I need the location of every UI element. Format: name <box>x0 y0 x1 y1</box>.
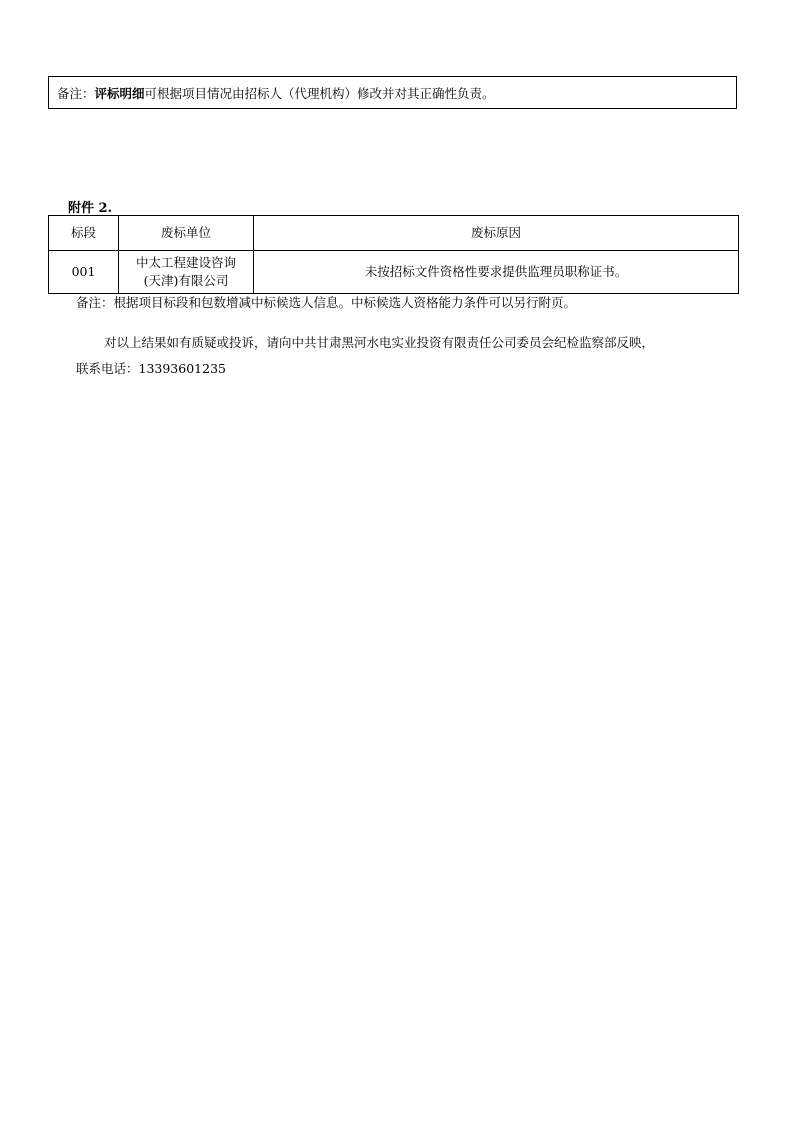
note-box <box>48 76 737 109</box>
table-remark: 备注：根据项目标段和包数增减中标候选人信息。中标候选人资格能力条件可以另行附页。 <box>76 295 577 310</box>
table-row <box>49 251 739 294</box>
header-reason: 废标原因 <box>254 216 739 251</box>
attachment-title: 附件 2. <box>68 201 113 216</box>
note-prefix: 备注： <box>57 85 95 101</box>
cell-section: 001 <box>49 251 119 294</box>
disqualified-bid-table <box>48 215 739 294</box>
header-unit: 废标单位 <box>119 216 254 251</box>
cell-unit-line2: (天津)有限公司 <box>143 273 229 288</box>
note-rest: 可根据项目情况由招标人（代理机构）修改并对其正确性负责。 <box>144 85 495 101</box>
contact-line-2: 联系电话：13393601235 <box>76 361 226 376</box>
table-header-row <box>49 216 739 251</box>
cell-reason: 未按招标文件资格性要求提供监理员职称证书。 <box>254 251 739 294</box>
cell-unit-line1: 中太工程建设咨询 <box>135 255 236 270</box>
note-bold-term: 评标明细 <box>94 85 145 101</box>
contact-line-1: 对以上结果如有质疑或投诉，请向中共甘肃黑河水电实业投资有限责任公司委员会纪检监察部反映， <box>104 335 655 350</box>
cell-unit <box>119 251 254 294</box>
header-section: 标段 <box>49 216 119 251</box>
